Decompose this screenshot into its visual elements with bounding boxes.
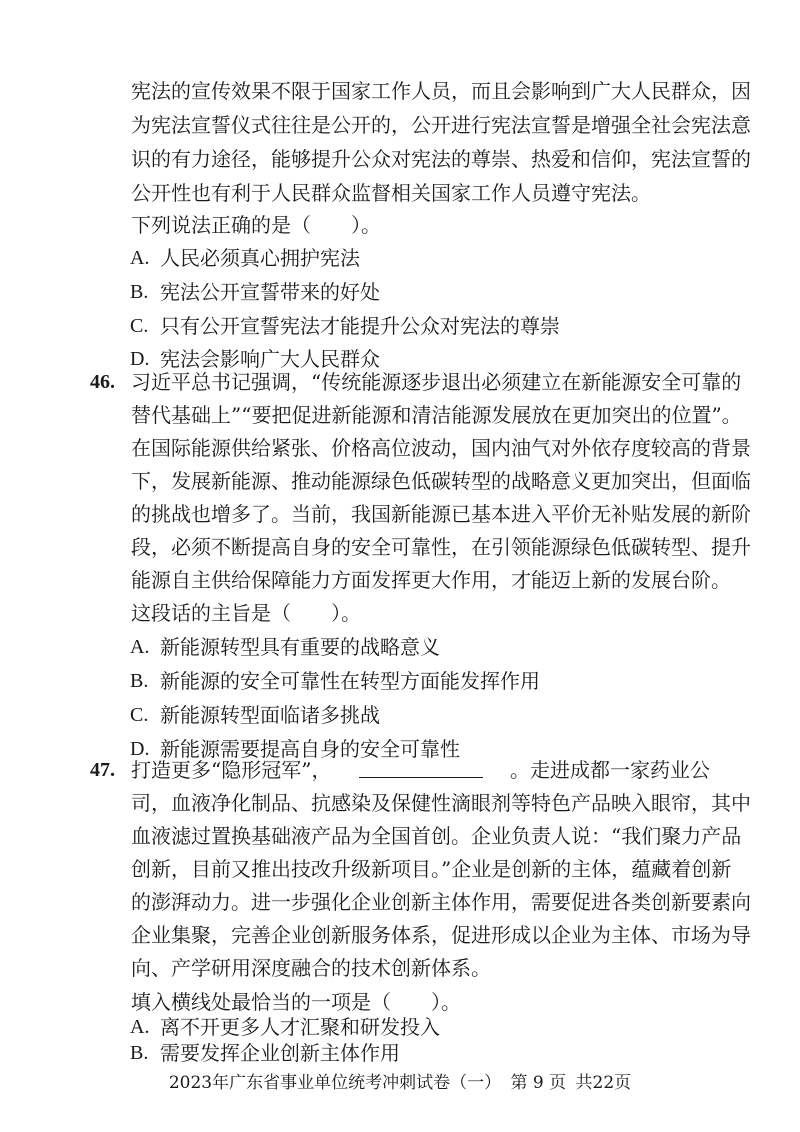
q45-option-b-letter: B. — [130, 281, 149, 303]
q46-option-c-letter: C. — [130, 704, 149, 726]
q47-option-a-letter: A. — [130, 1016, 150, 1038]
q46-option-a[interactable]: 新能源转型具有重要的战略意义 — [160, 635, 440, 659]
q46-passage-line: 的挑战也增多了。当前，我国新能源已基本进入平价无补贴发展的新阶 — [131, 502, 751, 526]
q45-option-b[interactable]: 宪法公开宣誓带来的好处 — [160, 280, 380, 304]
q45-passage-line: 识的有力途径，能够提升公众对宪法的尊崇、热爱和信仰，宪法宣誓的 — [131, 147, 751, 171]
q46-passage-line: 下，发展新能源、推动能源绿色低碳转型的战略意义更加突出，但面临 — [131, 469, 751, 493]
q46-option-c[interactable]: 新能源转型面临诸多挑战 — [160, 703, 380, 727]
q47-first-line-start: 打造更多“隐形冠军”， — [131, 758, 332, 782]
q47-passage-line: 血液滤过置换基础液产品为全国首创。企业负责人说：“我们聚力产品 — [131, 824, 742, 848]
q45-passage-line: 为宪法宣誓仪式往往是公开的，公开进行宪法宣誓是增强全社会宪法意 — [131, 113, 751, 137]
q46-number: 46. — [90, 371, 115, 393]
q45-stem: 下列说法正确的是（ ）。 — [131, 213, 381, 237]
page-footer — [0, 1072, 800, 1094]
q47-number: 47. — [90, 759, 115, 781]
q46-option-d[interactable]: 新能源需要提高自身的安全可靠性 — [160, 737, 460, 761]
q47-first-line — [131, 757, 710, 783]
q46-option-b-letter: B. — [130, 670, 149, 692]
q46-option-d-letter: D. — [130, 738, 150, 760]
q45-option-c-letter: C. — [130, 315, 149, 337]
q45-passage-line: 公开性也有利于人民群众监督相关国家工作人员遵守宪法。 — [131, 181, 651, 205]
q47-option-b-letter: B. — [130, 1042, 149, 1064]
q45-option-d-letter: D. — [130, 348, 150, 370]
q46-option-b[interactable]: 新能源的安全可靠性在转型方面能发挥作用 — [160, 669, 540, 693]
q45-option-c[interactable]: 只有公开宣誓宪法才能提升公众对宪法的尊崇 — [160, 314, 560, 338]
q46-option-a-letter: A. — [130, 636, 150, 658]
q47-first-line-end: 。走进成都一家药业公 — [509, 758, 710, 782]
q46-passage-line: 在国际能源供给紧张、价格高位波动，国内油气对外依存度较高的背景 — [131, 436, 751, 460]
footer-total-pages: 共22页 — [575, 1073, 632, 1093]
q47-passage-line: 向、产学研用深度融合的技术创新体系。 — [131, 956, 491, 980]
q47-option-a[interactable]: 离不开更多人才汇聚和研发投入 — [160, 1015, 440, 1039]
q45-passage-line: 宪法的宣传效果不限于国家工作人员，而且会影响到广大人民群众，因 — [131, 79, 751, 103]
q45-option-a[interactable]: 人民必须真心拥护宪法 — [160, 246, 360, 270]
q47-passage-line: 的澎湃动力。进一步强化企业创新主体作用，需要促进各类创新要素向 — [131, 890, 751, 914]
q45-option-d[interactable]: 宪法会影响广大人民群众 — [160, 347, 380, 371]
q46-passage-line: 能源自主供给保障能力方面发挥更大作用，才能迈上新的发展台阶。 — [131, 568, 731, 592]
footer-page-number: 第 9 页 — [510, 1073, 567, 1093]
q47-stem: 填入横线处最恰当的一项是（ ）。 — [131, 990, 461, 1014]
q46-passage-line: 替代基础上”“要把促进新能源和清洁能源发展放在更加突出的位置”。 — [131, 403, 742, 427]
q47-passage-line: 企业集聚，完善企业创新服务体系，促进形成以企业为主体、市场为导 — [131, 923, 751, 947]
q47-answer-blank[interactable] — [359, 757, 483, 778]
q47-passage-line: 创新，目前又推出技改升级新项目。”企业是创新的主体，蕴藏着创新 — [131, 857, 732, 881]
q46-passage-line: 习近平总书记强调，“传统能源逐步退出必须建立在新能源安全可靠的 — [131, 370, 742, 394]
q47-option-b[interactable]: 需要发挥企业创新主体作用 — [160, 1041, 400, 1065]
q47-passage-line: 司，血液净化制品、抗感染及保健性滴眼剂等特色产品映入眼帘，其中 — [131, 791, 751, 815]
q46-passage-line: 段，必须不断提高自身的安全可靠性，在引领能源绿色低碳转型、提升 — [131, 535, 751, 559]
footer-title: 2023年广东省事业单位统考冲刺试卷（一） — [168, 1073, 502, 1093]
q45-option-a-letter: A. — [130, 247, 150, 269]
q46-stem: 这段话的主旨是（ ）。 — [131, 601, 361, 625]
